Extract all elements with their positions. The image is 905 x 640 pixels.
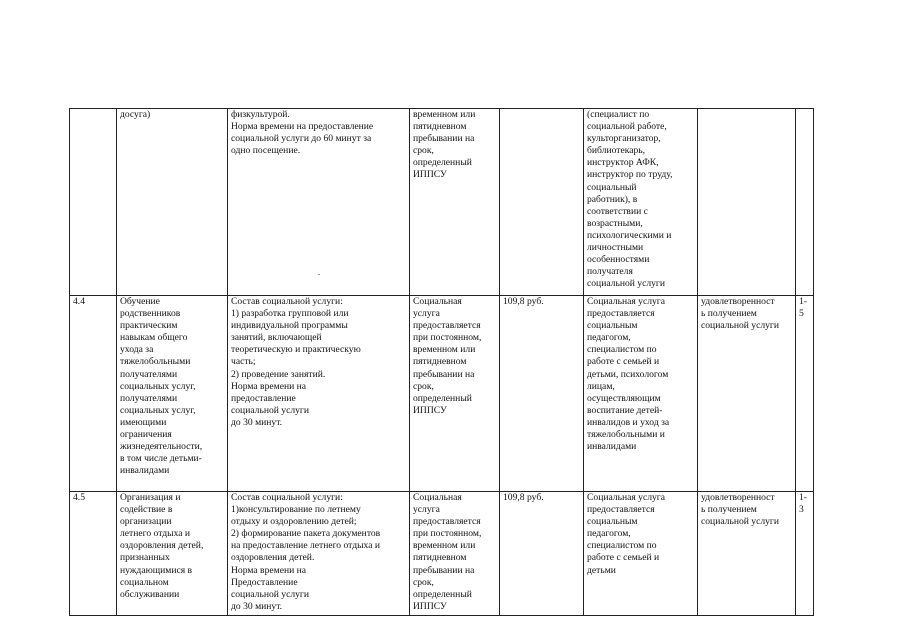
cell-provider [584, 109, 698, 296]
cell-text-line: ухода за [120, 344, 154, 356]
cell-service-content [228, 492, 410, 616]
cell-text-line: ограничения [120, 429, 172, 441]
cell-price: 109,8 руб. [500, 296, 584, 492]
cell-text-line: Предоставление [231, 576, 298, 588]
cell-text-line: тяжелобольными и [587, 429, 665, 441]
cell-text-line: Социальная услуга [587, 492, 666, 503]
cell-quality-indicator [698, 492, 796, 616]
cell-text-line: детьми [587, 564, 616, 576]
cell-service-name [117, 296, 228, 492]
cell-conditions [410, 109, 500, 296]
cell-text-line: в том числе детьми- [120, 453, 202, 465]
table-row [70, 109, 814, 296]
cell-provider [584, 492, 698, 616]
cell-text-line: ИППСУ [413, 169, 447, 181]
cell-text-line: ь получением [701, 504, 757, 516]
cell-text-line: специалистом по [587, 540, 657, 552]
cell-text-line: социальном [120, 576, 169, 588]
cell-text-line: психологическими и [587, 229, 672, 241]
cell-text-line: родственников [120, 308, 181, 320]
cell-text-line: инструктор АФК, [587, 157, 659, 169]
cell-text-line: оздоровления детей. [231, 552, 315, 564]
cell-service-name [117, 492, 228, 616]
cell-text-line: педагогом, [587, 332, 631, 344]
cell-text-line: социальным [587, 320, 638, 332]
cell-text-line: Обучение [120, 296, 160, 307]
cell-term: 1-5 [796, 296, 814, 492]
cell-text-line: социальным [587, 516, 638, 528]
cell-quality-indicator [698, 296, 796, 492]
cell-text-line: инструктор по труду, [587, 169, 673, 181]
cell-text-line: социальной работе, [587, 121, 667, 133]
cell-text-line: лицам, [587, 380, 615, 392]
cell-text-line: ИППСУ [413, 600, 447, 612]
cell-text-line: пятидневном [413, 121, 467, 133]
cell-text-line: 2) проведение занятий. [231, 368, 326, 380]
cell-text-line: социальной услуги [701, 320, 780, 332]
cell-text-line: социальный [587, 181, 637, 193]
cell-service-content [228, 296, 410, 492]
cell-text-line: Социальная услуга [587, 296, 666, 307]
cell-text-line: Социальная [413, 296, 462, 307]
cell-text-line: признанных [120, 552, 170, 564]
cell-text-line: социальных услуг, [120, 404, 196, 416]
cell-text-line: занятий, включающей [231, 332, 322, 344]
cell-number [70, 109, 117, 296]
cell-text-line: предоставляется [413, 516, 481, 528]
cell-text-line: определенный [413, 588, 472, 600]
cell-text-line: социальной услуги [231, 588, 310, 600]
cell-text-line: (специалист по [587, 109, 650, 120]
cell-text-line: до 30 минут. [231, 416, 283, 428]
cell-text-line: навыкам общего [120, 332, 188, 344]
cell-text-line: одно посещение. [231, 145, 301, 157]
cell-text-line: культорганизатор, [587, 133, 661, 145]
cell-text-line: педагогом, [587, 528, 631, 540]
cell-text-line: услуга [413, 308, 440, 320]
cell-text-line: предоставление [231, 392, 296, 404]
cell-text-line: срок, [413, 576, 434, 588]
cell-text-line: услуга [413, 504, 440, 516]
cell-text-line: имеющими [120, 416, 167, 428]
cell-text-line: временном или [413, 109, 476, 120]
cell-conditions [410, 296, 500, 492]
cell-text-line: возрастными, [587, 217, 643, 229]
cell-text-line: предоставляется [587, 308, 655, 320]
cell-text-line: Норма времени на предоставление [231, 121, 374, 133]
cell-text-line: Организация и [120, 492, 181, 503]
cell-text-line: пребывании на [413, 133, 475, 145]
cell-text-line: библиотекарь, [587, 145, 646, 157]
cell-price: 109,8 руб. [500, 492, 584, 616]
social-services-table [69, 108, 814, 616]
cell-text-line: срок, [413, 145, 434, 157]
cell-text-line: работе с семьей и [587, 552, 660, 564]
cell-text-line: срок, [413, 380, 434, 392]
cell-text-line: содействие в [120, 504, 173, 516]
cell-text-line: инвалидов и уход за [587, 416, 670, 428]
table-body [70, 109, 814, 616]
cell-text-line: осуществляющим [587, 392, 661, 404]
cell-text-line: определенный [413, 157, 472, 169]
cell-text-line: на предоставление летнего отдыха и [231, 540, 381, 552]
cell-text-line: летнего отдыха и [120, 528, 191, 540]
cell-text-line: инвалидами [120, 465, 170, 477]
cell-text-line: Норма времени на [231, 564, 307, 576]
cell-text-line: временном или [413, 344, 476, 356]
cell-conditions [410, 492, 500, 616]
cell-text-line: физкультурой. [231, 109, 290, 120]
cell-text-line: пребывании на [413, 564, 475, 576]
cell-service-name [117, 109, 228, 296]
cell-number: 4.5 [70, 492, 117, 616]
cell-text-line: ИППСУ [413, 404, 447, 416]
cell-text-line: тяжелобольными [120, 356, 191, 368]
cell-text-line: социальной услуги [231, 404, 310, 416]
cell-text-line: предоставляется [413, 320, 481, 332]
cell-text-line: организации [120, 516, 172, 528]
cell-text-line: специалистом по [587, 344, 657, 356]
cell-text-line: Социальная [413, 492, 462, 503]
cell-text-line: детьми, психологом [587, 368, 669, 380]
cell-text-line: при постоянном, [413, 332, 482, 344]
cell-text-line: социальной услуги [587, 278, 666, 290]
cell-text-line: личностными [587, 242, 644, 254]
cell-text-line: удовлетворенност [701, 492, 775, 503]
cell-provider [584, 296, 698, 492]
cell-text-line: определенный [413, 392, 472, 404]
cell-text-line: пятидневном [413, 356, 467, 368]
cell-text-line: социальной услуги [701, 516, 780, 528]
cell-text-line: отдыху и оздоровлению детей; [231, 516, 357, 528]
cell-text-line: Состав социальной услуги: [231, 296, 343, 307]
cell-text-line: инвалидами [587, 441, 637, 453]
cell-text-line: 2) формирование пакета документов [231, 528, 381, 540]
cell-number: 4.4 [70, 296, 117, 492]
table-row [70, 492, 814, 616]
cell-text-line: получателями [120, 368, 178, 380]
cell-text-line: социальных услуг, [120, 380, 196, 392]
cell-text-line: социальной услуги до 60 минут за [231, 133, 372, 145]
cell-text-line: получателя [587, 266, 633, 278]
cell-text-line: ь получением [701, 308, 757, 320]
cell-text-line: нуждающимися в [120, 564, 193, 576]
cell-text-line: до 30 минут. [231, 600, 283, 612]
cell-text-line: индивидуальной программы [231, 320, 348, 332]
cell-text-line: работе с семьей и [587, 356, 660, 368]
cell-text-line: 1)консультирование по летнему [231, 504, 361, 516]
cell-text-line: Состав социальной услуги: [231, 492, 343, 503]
cell-price [500, 109, 584, 296]
cell-text-line: жизнедеятельности, [120, 441, 203, 453]
cell-text-line: удовлетворенност [701, 296, 775, 307]
cell-text-line: Норма времени на [231, 380, 307, 392]
cell-text-line: воспитание детей- [587, 404, 663, 416]
table-row [70, 296, 814, 492]
cell-text-line: временном или [413, 540, 476, 552]
cell-text-line: пятидневном [413, 552, 467, 564]
cell-service-content [228, 109, 410, 296]
cell-text-line: 1) разработка групповой или [231, 308, 349, 320]
cell-text-line: оздоровления детей, [120, 540, 204, 552]
cell-term [796, 109, 814, 296]
cell-text-line: пребывании на [413, 368, 475, 380]
cell-text-line: получателями [120, 392, 178, 404]
scan-speck [318, 274, 320, 275]
cell-quality-indicator [698, 109, 796, 296]
cell-text-line: предоставляется [587, 504, 655, 516]
cell-text-line: особенностями [587, 254, 650, 266]
cell-text-line: досуга) [120, 109, 151, 120]
cell-text-line: работник), в [587, 193, 638, 205]
cell-text-line: соответствии с [587, 205, 648, 217]
cell-term: 1-3 [796, 492, 814, 616]
cell-text-line: теоретическую и практическую [231, 344, 361, 356]
cell-text-line: обслуживании [120, 588, 180, 600]
cell-text-line: при постоянном, [413, 528, 482, 540]
cell-text-line: практическим [120, 320, 178, 332]
cell-text-line: часть; [231, 356, 256, 368]
